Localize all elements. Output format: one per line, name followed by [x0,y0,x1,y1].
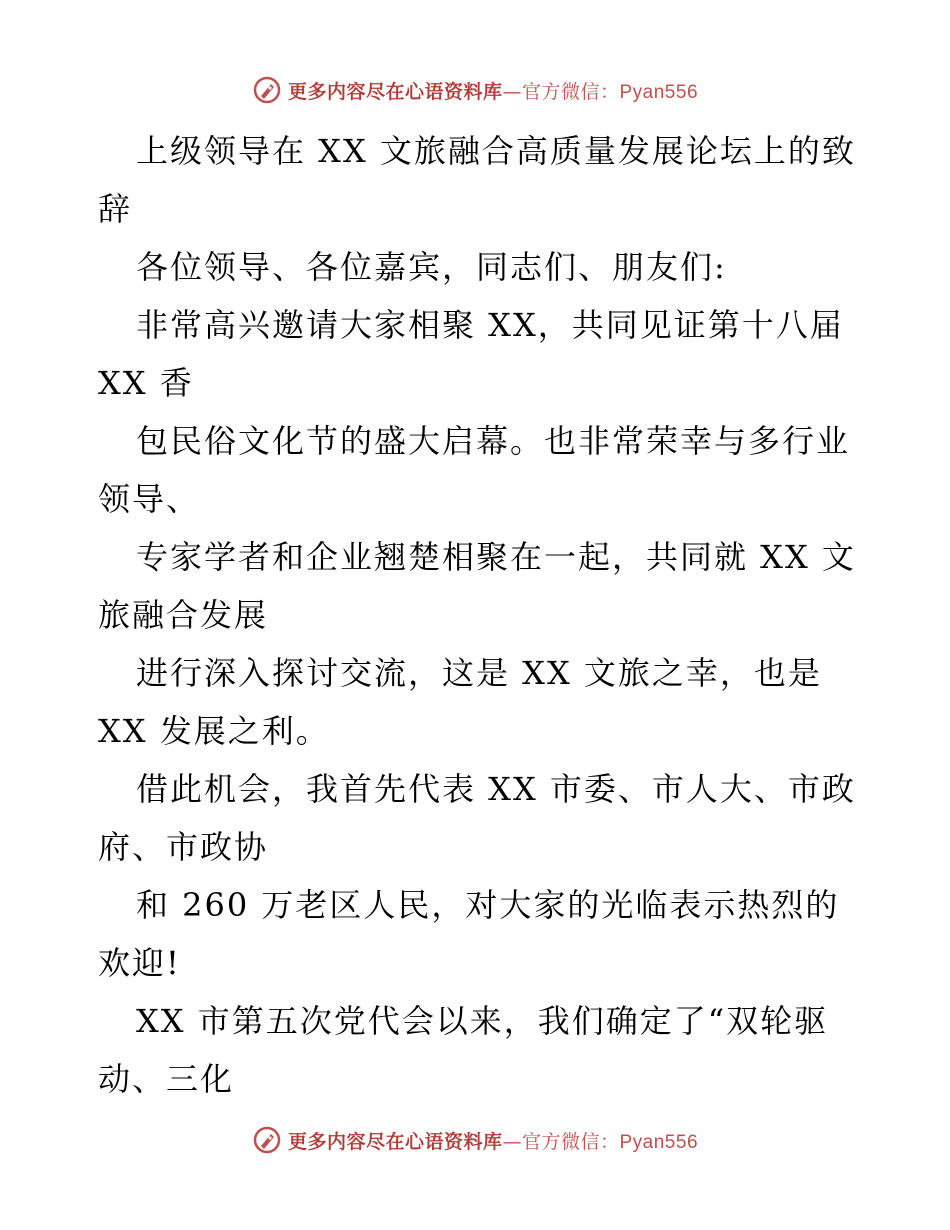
watermark-contact: 官方微信：Pyan556 [522,1131,699,1153]
text-line: 非常高兴邀请大家相聚 XX，共同见证第十八届 [136,306,844,344]
footer-watermark-banner [0,1120,950,1160]
watermark-brand: 更多内容尽在心语资料库 [287,80,503,103]
text-line: 借此机会，我首先代表 XX 市委、市人大、市政 [136,770,856,808]
text-line: 各位领导、各位嘉宾，同志们、朋友们: [136,248,727,286]
text-line: 旅融合发展 [98,596,269,634]
watermark-brand: 更多内容尽在心语资料库 [287,1130,503,1153]
watermark-separator: — [502,1130,522,1153]
text-line: 和 260 万老区人民，对大家的光临表示热烈的 [136,886,840,924]
text-line: 领导、 [98,480,201,518]
header-watermark-banner [0,70,950,110]
text-line: 进行深入探讨交流，这是 XX 文旅之幸，也是 [136,654,822,692]
watermark-text [288,77,698,104]
pen-nib-logo-icon [252,1125,282,1155]
text-line: 欢迎! [98,944,181,982]
text-line: 动、三化 [98,1060,235,1098]
text-line: 辞 [98,190,133,228]
text-line: 上级领导在 XX 文旅融合高质量发展论坛上的致 [136,132,856,170]
text-line: 专家学者和企业翘楚相聚在一起，共同就 XX 文 [136,538,856,576]
watermark-separator: — [502,80,522,103]
text-line: XX 市第五次党代会以来，我们确定了“双轮驱 [136,1002,829,1040]
text-line: 府、市政协 [98,828,269,866]
text-line: XX 发展之利。 [98,712,330,750]
pen-nib-logo-icon [252,75,282,105]
text-line: 包民俗文化节的盛大启幕。也非常荣幸与多行业 [136,422,851,460]
watermark-contact: 官方微信：Pyan556 [522,81,699,103]
watermark-text [288,1127,698,1154]
text-line: XX 香 [98,364,194,402]
document-body [98,122,858,1108]
